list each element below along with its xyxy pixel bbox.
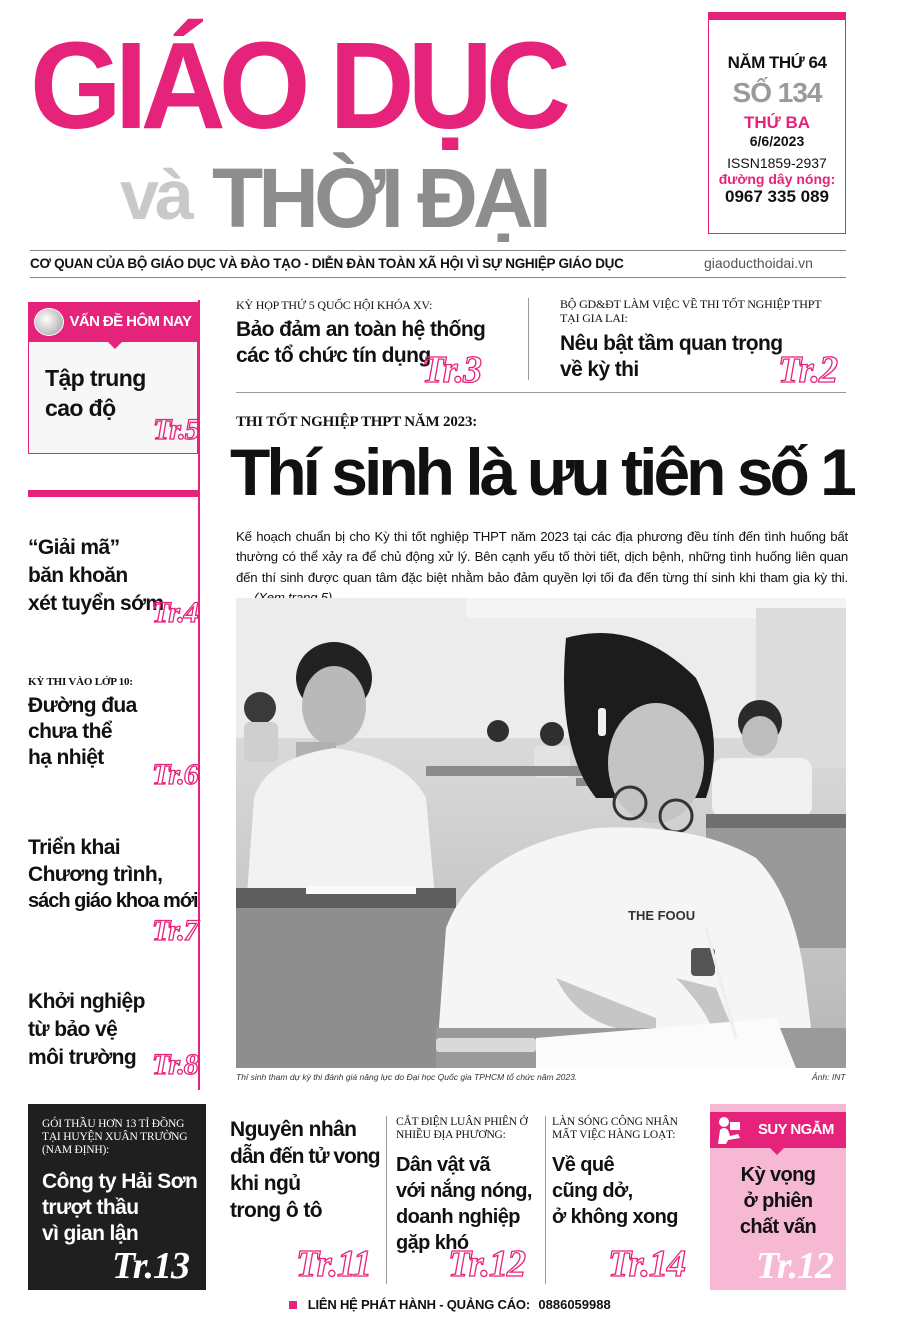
story-page: Tr.13 (112, 1245, 189, 1287)
story-kicker: CẮT ĐIỆN LUÂN PHIÊN Ở NHIỀU ĐỊA PHƯƠNG: (396, 1116, 528, 1142)
bottom-story-job-loss[interactable] (552, 1116, 702, 1288)
story-page: Tr.6 (152, 758, 198, 791)
story-line: trong ô tô (230, 1199, 322, 1222)
hotline-number: 0967 335 089 (725, 187, 829, 206)
shirt-text: THE FOOU (628, 908, 696, 923)
bottom-story-power-cuts[interactable] (396, 1116, 544, 1288)
globe-book-icon (34, 308, 64, 336)
today-issue-box[interactable] (28, 302, 198, 454)
story-line: xét tuyển sớm (28, 592, 164, 615)
story-line: Triển khai (28, 836, 121, 859)
masthead-title-line2: THỜI ĐẠI (212, 151, 547, 245)
story-page: Tr.11 (296, 1243, 371, 1285)
lead-summary (236, 527, 848, 609)
hotline-label: đường dây nóng: (718, 171, 836, 187)
today-issue-page: Tr.5 (153, 413, 199, 446)
today-issue-badge (28, 302, 198, 342)
story-page: Tr.12 (448, 1243, 525, 1285)
story-line: băn khoăn (28, 564, 128, 587)
story-kicker: LÀN SÓNG CÔNG NHÂN MẤT VIỆC HÀNG LOẠT: (552, 1116, 678, 1142)
sidebar-story-new-curriculum[interactable] (28, 836, 198, 956)
sidebar-story-early-admission[interactable] (28, 536, 198, 636)
lead-headline[interactable]: Thí sinh là ưu tiên số 1 (230, 435, 853, 509)
issue-issn: ISSN1859-2937 (727, 155, 827, 171)
story-page: Tr.2 (778, 349, 837, 391)
footer-contact: LIÊN HỆ PHÁT HÀNH - QUẢNG CÁO: (307, 1297, 530, 1312)
top-story-gia-lai-exam[interactable] (560, 298, 848, 390)
exam-room-illustration (236, 598, 846, 1068)
story-line: các tổ chức tín dụng (236, 344, 431, 367)
story-line: Nguyên nhân (230, 1118, 357, 1141)
website: giaoducthoidai.vn (704, 255, 813, 271)
story-line: vì gian lận (42, 1222, 139, 1245)
story-line: với nắng nóng, (396, 1180, 532, 1202)
story-line: Khởi nghiệp (28, 990, 145, 1013)
today-issue-title-1: Tập trung (45, 365, 146, 391)
story-line: từ bảo vệ (28, 1018, 118, 1041)
story-line: khi ngủ (230, 1172, 301, 1195)
story-line: Bảo đảm an toàn hệ thống (236, 318, 486, 341)
story-line: môi trường (28, 1046, 137, 1069)
issue-info-box (708, 12, 846, 234)
story-kicker: BỘ GD&ĐT LÀM VIỆC VỀ THI TỐT NGHIỆP THPT TẠI GIA LAI: (560, 297, 822, 325)
story-page: Tr.3 (422, 349, 481, 391)
story-line: chất vấn (739, 1216, 817, 1238)
story-line: Công ty Hải Sơn (42, 1170, 198, 1193)
story-line: “Giải mã” (28, 536, 120, 559)
thinker-icon (716, 1116, 742, 1144)
bottom-story-hai-son[interactable] (28, 1104, 206, 1290)
story-line: Đường đua (28, 694, 137, 717)
footer (0, 1296, 900, 1314)
story-line: doanh nghiệp (396, 1206, 520, 1228)
sidebar-story-grade10[interactable] (28, 676, 198, 796)
story-line: Kỳ vọng (740, 1164, 816, 1186)
bottom-story-reflection[interactable] (710, 1104, 846, 1290)
sidebar-story-startup[interactable] (28, 990, 198, 1090)
today-issue-badge-label: VẤN ĐỀ HÔM NAY (69, 312, 192, 330)
story-line: sách giáo khoa mới (28, 890, 198, 912)
story-page: Tr.12 (756, 1245, 833, 1287)
story-line: Chương trình, (28, 863, 163, 886)
story-line: Về quê (552, 1154, 614, 1176)
story-line: hạ nhiệt (28, 746, 104, 769)
story-kicker: KỲ HỌP THỨ 5 QUỐC HỘI KHÓA XV: (236, 298, 433, 312)
story-page: Tr.4 (152, 596, 198, 629)
footer-phone[interactable]: 0886059988 (538, 1297, 611, 1312)
story-line: trượt thầu (42, 1196, 139, 1219)
reflection-badge (710, 1112, 846, 1148)
top-story-credit-institutions[interactable] (236, 298, 522, 390)
photo-credit: Ảnh: INT (812, 1072, 846, 1082)
issue-date: 6/6/2023 (749, 133, 805, 149)
lead-kicker: THI TỐT NGHIỆP THPT NĂM 2023: (236, 414, 478, 430)
issue-weekday: THỨ BA (743, 113, 811, 132)
story-page: Tr.14 (608, 1243, 685, 1285)
issue-number: SỐ 134 (732, 77, 822, 108)
story-line: về kỳ thi (560, 358, 639, 381)
story-line: gặp khó (396, 1232, 469, 1254)
story-page: Tr.7 (152, 914, 198, 947)
footer-square-icon (289, 1301, 297, 1309)
tagline: CƠ QUAN CỦA BỘ GIÁO DỤC VÀ ĐÀO TẠO - DIỄN ĐÀN TOÀN XÃ HỘI VÌ SỰ NGHIỆP GIÁO DỤC (30, 256, 624, 271)
masthead-title-line1: GIÁO DỤC (30, 16, 564, 156)
story-line: Dân vật vã (396, 1154, 491, 1176)
issue-year: NĂM THỨ 64 (727, 53, 827, 72)
story-line: ở phiên (743, 1190, 813, 1212)
story-line: ở không xong (552, 1206, 678, 1228)
photo-caption: Thí sinh tham dự kỳ thi đánh giá năng lực do Đại học Quốc gia TPHCM tổ chức năm 2023. (236, 1072, 578, 1082)
story-line: dẫn đến tử vong (230, 1145, 380, 1168)
lead-summary-text: Kế hoạch chuẩn bị cho Kỳ thi tốt nghiệp THPT năm 2023 tại các địa phương đều tính đến tình huống bất thường có thể xảy ra để chủ động xử lý. Bên cạnh yếu tố thời tiết, dịch bệnh, những tình huống liên quan đến thí sinh được quan tâm đặc biệt nhằm bảo đảm quyền lợi tối đa đến từng thí sinh khi tham gia kỳ thi. (236, 529, 848, 585)
lead-photo (236, 598, 846, 1068)
reflection-badge-label: SUY NGẪM (758, 1121, 834, 1138)
story-kicker: GÓI THẦU HƠN 13 TỈ ĐỒNG TẠI HUYỆN XUÂN TRƯỜNG (NAM ĐỊNH): (42, 1118, 188, 1157)
story-line: cũng dở, (552, 1180, 633, 1202)
story-line: Nêu bật tầm quan trọng (560, 332, 783, 355)
story-page: Tr.8 (152, 1048, 198, 1081)
today-issue-title-2: cao độ (45, 395, 116, 421)
bottom-story-car-death[interactable] (230, 1118, 380, 1288)
story-kicker: KỲ THI VÀO LỚP 10: (28, 676, 133, 688)
masthead-title-va: và (120, 156, 190, 234)
story-line: chưa thể (28, 720, 112, 743)
